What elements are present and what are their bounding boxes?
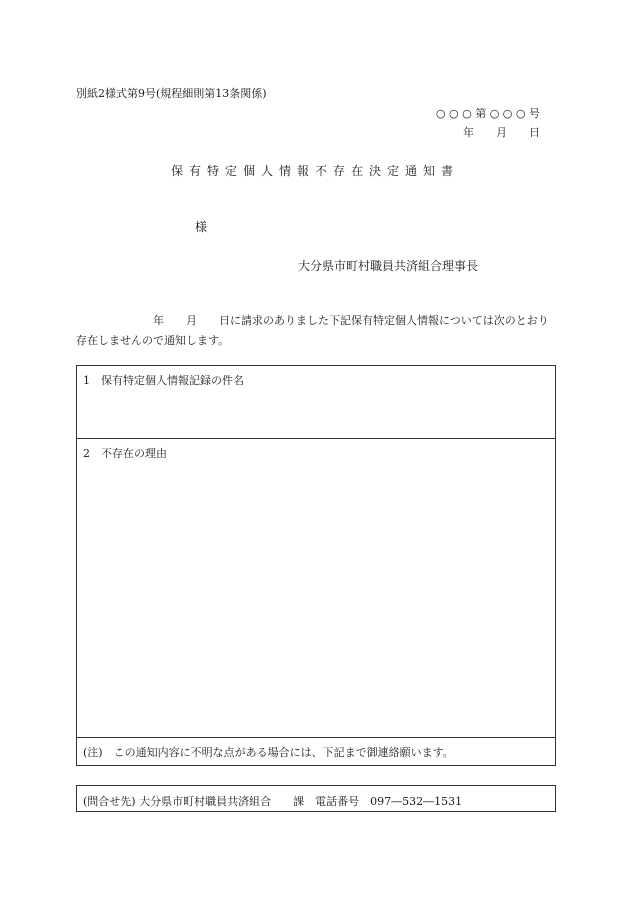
form-reference: 別紙2様式第9号(規程細則第13条関係) <box>76 87 267 100</box>
section-label: 不存在の理由 <box>101 447 167 460</box>
section-label: 保有特定個人情報記録の件名 <box>101 374 244 387</box>
document-number: ○ ○ ○ 第 ○ ○ ○ 号 <box>435 107 540 120</box>
nonexistence-reason-label <box>83 445 167 461</box>
note-text: (注) この通知内容に不明な点がある場合には、下記まで御連絡願います。 <box>83 746 454 759</box>
contact-text: (問合せ先) 大分県市町村職員共済組合 課 電話番号 097―532―1531 <box>83 795 463 808</box>
recipient-honorific: 様 <box>195 220 208 234</box>
notice-body-text: 年 月 日に請求のありました下記保有特定個人情報については次のとおり存在しませんので通知します。 <box>76 314 549 347</box>
section-number: 1 <box>83 374 90 387</box>
issuer-name: 大分県市町村職員共済組合理事長 <box>297 259 478 273</box>
nonexistence-reason-section <box>77 439 555 738</box>
note-section <box>77 738 555 765</box>
document-title: 保有特定個人情報不存在決定通知書 <box>170 164 459 178</box>
document-date: 年 月 日 <box>463 126 540 139</box>
notice-table <box>76 365 556 766</box>
record-title-section <box>77 366 555 439</box>
record-title-label <box>83 372 244 388</box>
section-number: 2 <box>83 447 90 460</box>
contact-box <box>76 785 556 812</box>
